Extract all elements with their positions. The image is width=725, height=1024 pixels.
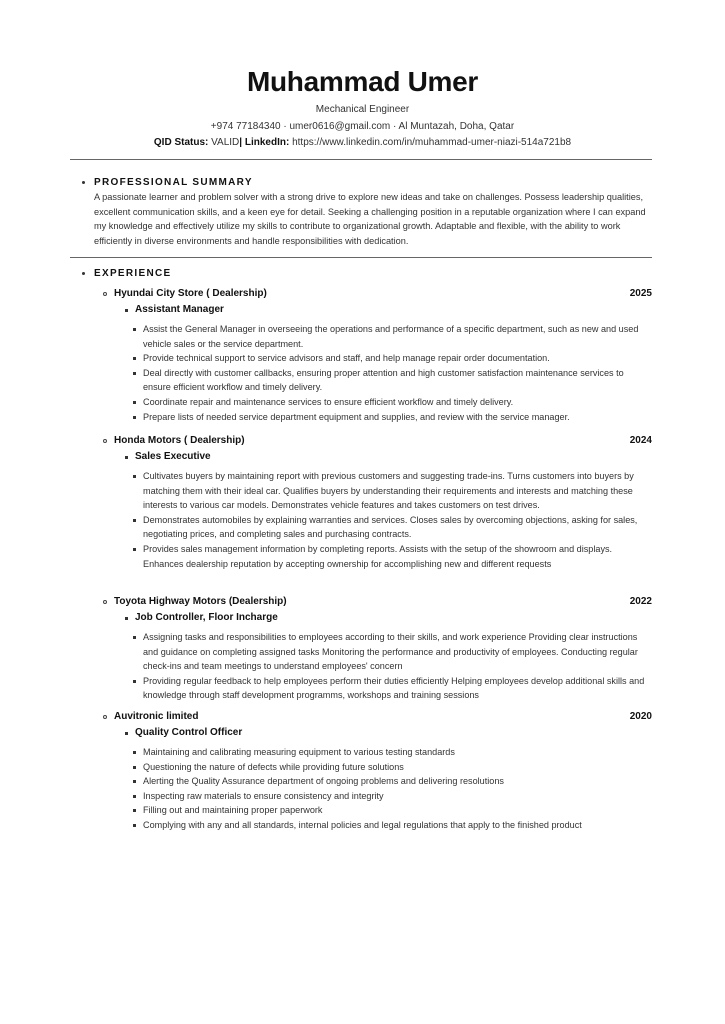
qid-linkedin-line xyxy=(0,137,725,148)
qid-label: QID Status: xyxy=(153,137,209,148)
duty-item: Providing regular feedback to help employees perform their duties efficiently Helping employees develop additional skills and knowledge through staff development programms, workshops and training sessions xyxy=(133,674,648,703)
summary-text: A passionate learner and problem solver with a strong drive to explore new ideas and take on challenges. Possess leadership qualities, excellent communication skills, and a keen eye for detail. Seeking a challenging position in a reputable organization where I can expand my knowledge and effectively utilize my skills to contribute to organizational growth. Adaptable and flexible, with the ability to work efficiently in diverse environments and handle responsibilities with dedication. xyxy=(94,192,646,246)
duty-item: Inspecting raw materials to ensure consistency and integrity xyxy=(133,789,648,804)
candidate-name: Muhammad Umer xyxy=(246,66,479,97)
qid-value: VALID xyxy=(208,137,240,148)
job-year: 2020 xyxy=(629,711,652,722)
duty-item: Assist the General Manager in overseeing the operations and performance of a specific department, such as new and used vehicle sales or the service department. xyxy=(133,322,648,351)
job-role: Sales Executive xyxy=(124,449,652,465)
contact-line: +974 77184340 · umer0616@gmail.com · Al Muntazah, Doha, Qatar xyxy=(210,121,515,132)
duty-item: Prepare lists of needed service department equipment and supplies, and review with the service manager. xyxy=(133,410,648,425)
duty-item: Maintaining and calibrating measuring equipment to various testing standards xyxy=(133,745,648,760)
separator: | xyxy=(239,137,245,148)
job-role: Job Controller, Floor Incharge xyxy=(124,610,652,626)
job-role: Quality Control Officer xyxy=(124,725,652,741)
job-year: 2022 xyxy=(629,596,652,607)
linkedin-url[interactable]: https://www.linkedin.com/in/muhammad-umer-niazi-514a721b8 xyxy=(289,137,572,148)
summary-heading: PROFESSIONAL SUMMARY xyxy=(78,175,652,190)
job-entry xyxy=(103,709,652,833)
summary-section xyxy=(78,175,652,248)
job-entry xyxy=(103,286,652,424)
duty-item: Deal directly with customer callbacks, ensuring proper attention and high customer satisfaction maintenance services to ensure efficient workflow and timely delivery. xyxy=(133,366,648,395)
job-year: 2025 xyxy=(629,288,652,299)
job-role: Assistant Manager xyxy=(124,302,652,318)
duty-item: Provides sales management information by completing reports. Assists with the setup of the showroom and displays. Enhances dealership reputation by accepting ownership for accomplishing new and different requests xyxy=(133,542,648,571)
company-row xyxy=(103,286,652,302)
duty-item: Filling out and maintaining proper paperwork xyxy=(133,803,648,818)
duty-item: Provide technical support to service advisors and staff, and help manage repair order documentation. xyxy=(133,351,648,366)
duty-item: Alerting the Quality Assurance department of ongoing problems and delivering resolutions xyxy=(133,774,648,789)
company-row xyxy=(103,433,652,449)
company-row xyxy=(103,709,652,725)
divider xyxy=(70,159,652,160)
duty-item: Complying with any and all standards, internal policies and legal regulations that apply to the finished product xyxy=(133,818,648,833)
job-entry xyxy=(103,433,652,571)
company-name: Toyota Highway Motors (Dealership) xyxy=(114,596,287,607)
job-title: Mechanical Engineer xyxy=(315,104,410,115)
duty-list xyxy=(133,745,648,833)
experience-heading: EXPERIENCE xyxy=(78,266,652,281)
duty-item: Cultivates buyers by maintaining report with previous customers and suggesting trade-ins. Turns customers into buyers by matching them with their ideal car. Qualifies buyers by understanding their requirements and interests and matching these interests to various car models. Demonstrates vehicle features and takes customers on test drives. xyxy=(133,469,648,513)
company-name: Auvitronic limited xyxy=(114,711,199,722)
duty-list xyxy=(133,630,648,703)
company-name: Honda Motors ( Dealership) xyxy=(114,435,245,446)
duty-item: Demonstrates automobiles by explaining warranties and services. Closes sales by overcoming objections, asking for sales, negotiating prices, and completing sales and purchasing contracts. xyxy=(133,513,648,542)
company-name: Hyundai City Store ( Dealership) xyxy=(114,288,267,299)
duty-item: Coordinate repair and maintenance services to ensure efficient workflow and timely delivery. xyxy=(133,395,648,410)
experience-section xyxy=(78,266,652,281)
duty-list xyxy=(133,322,648,424)
duty-item: Assigning tasks and responsibilities to employees according to their skills, and work experience Providing clear instructions and guidance on completing assigned tasks Monitoring the performance and productivity of employees. Conducting regular check-ins and team meetings to understand employees' concern xyxy=(133,630,648,674)
duty-list xyxy=(133,469,648,571)
job-year: 2024 xyxy=(629,435,652,446)
duty-item: Questioning the nature of defects while providing future solutions xyxy=(133,760,648,775)
job-entry xyxy=(103,594,652,703)
linkedin-label: LinkedIn: xyxy=(244,137,290,148)
divider xyxy=(70,257,652,258)
company-row xyxy=(103,594,652,610)
